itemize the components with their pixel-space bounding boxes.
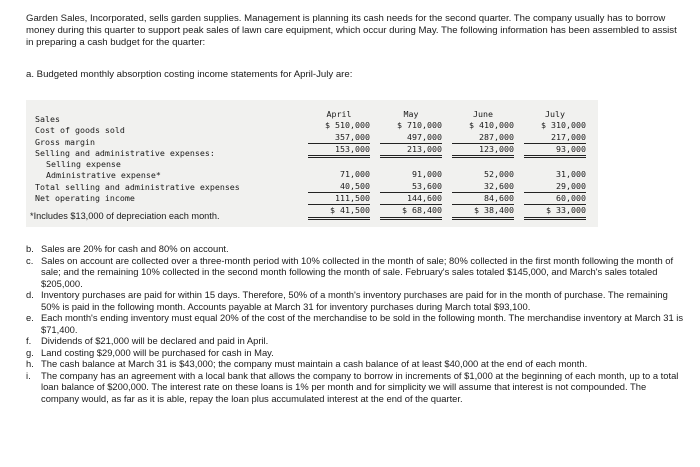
item-text: Sales are 20% for cash and 80% on account.	[41, 243, 229, 254]
label-total-sga: Total selling and administrative expenses	[35, 181, 240, 192]
cell-net: $ 68,400	[380, 205, 442, 219]
cell-admin: 40,500	[308, 181, 370, 193]
cell-cogs: 217,000	[524, 132, 586, 144]
cell-net: $ 38,400	[452, 205, 514, 219]
cell-gross: 93,000	[524, 144, 586, 158]
list-item	[26, 335, 686, 347]
item-letter: e.	[26, 312, 34, 323]
intro-paragraph: Garden Sales, Incorporated, sells garden supplies. Management is planning its cash needs for the second quarter. The company usually has to borrow money during this quarter to support peak sales of lawn care equipment, which occur during May. The following information has been assembled to assist in preparing a cash budget for the quarter:	[26, 13, 677, 48]
item-letter: d.	[26, 289, 34, 300]
cell-total-sga: 84,600	[452, 193, 514, 205]
label-sga: Selling and administrative expenses:	[35, 147, 215, 158]
header-may: May	[403, 109, 419, 119]
item-letter: f.	[26, 335, 32, 346]
list-item	[26, 312, 686, 335]
column-july	[524, 109, 586, 220]
cell-gross: 123,000	[452, 144, 514, 158]
section-a-heading: a. Budgeted monthly absorption costing income statements for April-July are:	[26, 69, 353, 80]
assumption-list	[26, 243, 686, 404]
cell-cogs: 497,000	[380, 132, 442, 144]
cell-selling: 52,000	[484, 169, 514, 180]
cell-total-sga: 144,600	[380, 193, 442, 205]
cell-net: $ 41,500	[308, 205, 370, 219]
cell-total-sga: 60,000	[524, 193, 586, 205]
cell-total-sga: 111,500	[308, 193, 370, 205]
label-net-income: Net operating income	[35, 193, 135, 204]
cell-admin: 32,600	[452, 181, 514, 193]
header-april: April	[326, 109, 352, 119]
list-item	[26, 370, 686, 405]
item-letter: b.	[26, 243, 34, 254]
item-text: The cash balance at March 31 is $43,000; the company must maintain a cash balance of at least $40,000 at the end of each month.	[41, 358, 588, 369]
column-may	[380, 109, 442, 220]
cell-admin: 53,600	[380, 181, 442, 193]
label-selling: Selling expense	[46, 159, 121, 170]
item-text: Land costing $29,000 will be purchased for cash in May.	[41, 346, 274, 358]
cell-cogs: 287,000	[452, 132, 514, 144]
list-item	[26, 289, 686, 312]
cell-selling: 91,000	[412, 169, 442, 180]
header-june: June	[473, 109, 493, 119]
item-text: Each month's ending inventory must equal 20% of the cost of the merchandise to be sold in the following month. The merchandise inventory at March 31 is $71,400.	[41, 312, 684, 335]
list-item	[26, 243, 686, 255]
column-june	[452, 109, 514, 220]
cell-selling: 71,000	[340, 169, 370, 180]
label-admin: Administrative expense*	[46, 170, 161, 181]
cell-gross: 153,000	[308, 144, 370, 158]
header-july: July	[545, 109, 565, 119]
list-item	[26, 255, 686, 290]
cell-admin: 29,000	[524, 181, 586, 193]
item-letter: g.	[26, 346, 34, 358]
cell-sales: $ 310,000	[541, 120, 586, 131]
cell-sales: $ 410,000	[469, 120, 514, 131]
cell-sales: $ 710,000	[397, 120, 442, 131]
row-labels	[35, 114, 240, 204]
label-cogs: Cost of goods sold	[35, 125, 125, 136]
cell-sales: $ 510,000	[325, 120, 370, 131]
label-gross-margin: Gross margin	[35, 136, 95, 147]
item-text: The company has an agreement with a local bank that allows the company to borrow in increments of $1,000 at the beginning of each month, up to a total loan balance of $200,000. The interest rate on these loans is 1% per month and for simplicity we will assume that interest is not compounded. The company would, as far as it is able, repay the loan plus accumulated interest at the end of the quarter.	[41, 369, 679, 404]
cell-cogs: 357,000	[308, 132, 370, 144]
cell-net: $ 33,000	[524, 205, 586, 219]
item-letter: h.	[26, 358, 34, 369]
column-april	[308, 109, 370, 220]
label-sales: Sales	[35, 114, 60, 124]
income-statement-table	[26, 100, 598, 227]
item-text: Dividends of $21,000 will be declared and paid in April.	[41, 335, 269, 346]
item-letter: c.	[26, 254, 34, 266]
cell-selling: 31,000	[556, 169, 586, 180]
item-text: Sales on account are collected over a three-month period with 10% collected in the month of sale; 80% collected in the first month following the month of sale; and the remaining 10% collected in the second month following the month of sale. February's sales totaled $145,000, and March's sales totaled $205,000.	[41, 254, 674, 289]
cell-gross: 213,000	[380, 144, 442, 158]
item-letter: i.	[26, 369, 31, 381]
list-item	[26, 358, 686, 370]
item-text: Inventory purchases are paid for within 15 days. Therefore, 50% of a month's inventory purchases are paid for in the month of purchase. The remaining 50% is paid in the following month. Accounts payable at March 31 for inventory purchases during March total $93,100.	[41, 289, 668, 312]
list-item	[26, 347, 686, 359]
depreciation-footnote: *Includes $13,000 of depreciation each month.	[30, 211, 220, 221]
